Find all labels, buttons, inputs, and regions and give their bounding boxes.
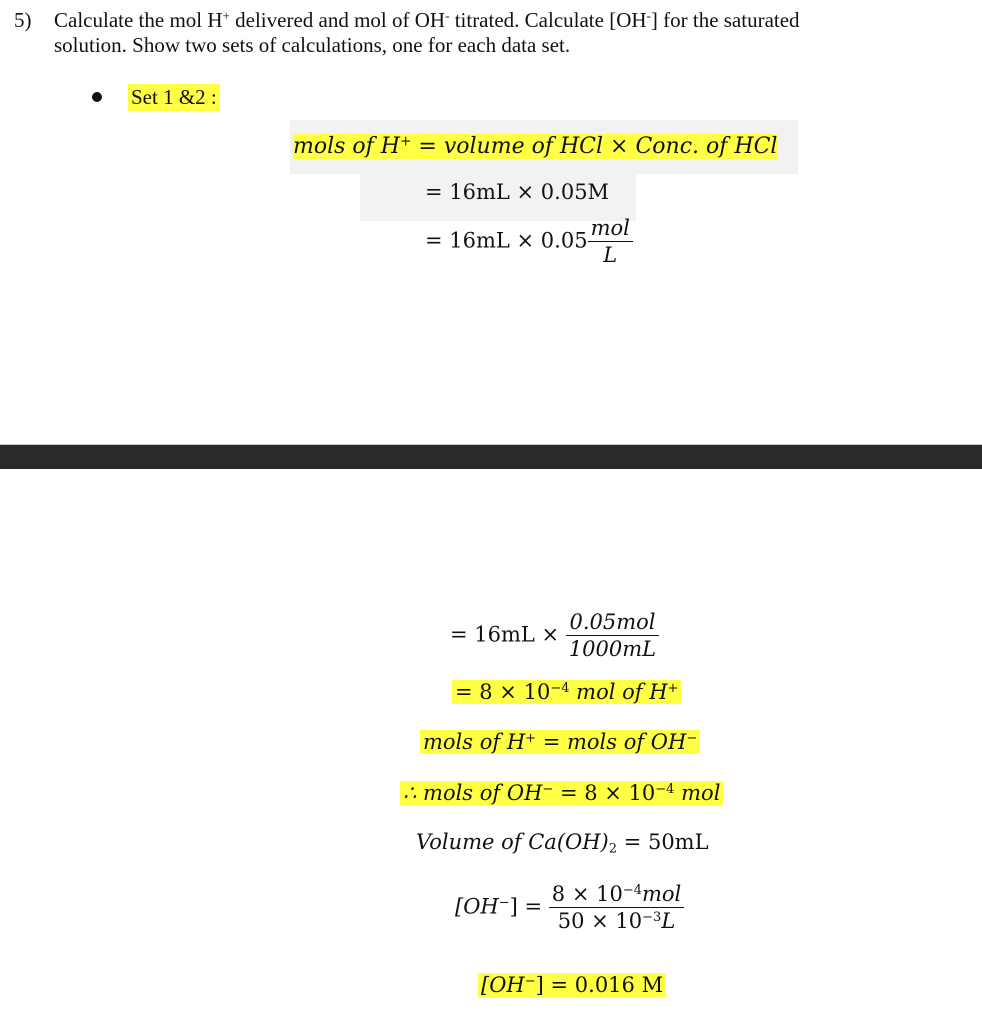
equation-volume xyxy=(416,830,709,857)
bullet-icon xyxy=(92,92,102,102)
set-label: Set 1 &2 : xyxy=(128,84,220,111)
equation-concentration xyxy=(455,884,684,932)
eq6-b-sup: − xyxy=(686,730,698,746)
eq4-fraction xyxy=(566,612,659,660)
eq9-denominator xyxy=(549,907,685,932)
eq5-b: mol of H xyxy=(569,680,668,704)
eq7-b: = 8 × 10 xyxy=(553,781,656,805)
eq1-rhs: = volume of HCl × Conc. of HCl xyxy=(411,134,778,159)
eq4-left: = 16mL × xyxy=(450,622,566,647)
eq8-b: = 50mL xyxy=(617,830,709,854)
equation-final-answer xyxy=(478,973,666,997)
eq5-a-sup: −4 xyxy=(550,680,570,696)
eq5-b-sup: + xyxy=(667,680,679,696)
eq7-a: ∴ mols of OH xyxy=(403,781,543,805)
eq9-num-a: 8 × 10 xyxy=(551,882,623,906)
q-l1-a: Calculate the mol H xyxy=(54,8,223,32)
eq7-b-sup: −4 xyxy=(655,781,675,797)
eq6-a: mols of H xyxy=(423,730,526,754)
q-l1-c: titrated. Calculate [OH xyxy=(449,8,647,32)
eq3-denominator: L xyxy=(588,241,633,266)
eq3-left: = 16mL × 0.05 xyxy=(425,228,588,253)
question-line-2: solution. Show two sets of calculations, one for each data set. xyxy=(54,33,571,57)
eq8-a: Volume of Ca(OH) xyxy=(416,830,609,854)
eq7-c: mol xyxy=(674,781,721,805)
eq10-b: ] = 0.016 M xyxy=(535,973,664,997)
q-l1-a-sup: + xyxy=(222,7,230,23)
eq1-highlight xyxy=(293,134,777,159)
page-divider xyxy=(0,444,982,469)
equation-conversion xyxy=(450,612,659,660)
eq9-fraction xyxy=(549,884,685,932)
equation-substitution: = 16mL × 0.05M xyxy=(425,180,610,204)
q-l1-b: delivered and mol of OH xyxy=(229,8,446,32)
eq3-fraction xyxy=(588,218,633,266)
eq9-lhs-sup: − xyxy=(498,895,510,911)
eq9-num-b: mol xyxy=(642,882,682,906)
q-l1-c-sup: - xyxy=(646,7,651,23)
equation-mole-ratio xyxy=(420,730,700,754)
eq9-numerator xyxy=(549,884,685,907)
eq8-a-sub: 2 xyxy=(608,841,618,857)
q-l1-b-sup: - xyxy=(445,7,450,23)
eq6-b: = mols of OH xyxy=(536,730,687,754)
eq1-lhs: mols of H xyxy=(293,134,400,159)
question-line-1 xyxy=(54,8,800,32)
eq4-numerator: 0.05mol xyxy=(569,610,656,634)
eq10-a-sup: − xyxy=(524,973,536,989)
eq9-den-a: 50 × 10 xyxy=(557,909,643,933)
eq6-a-sup: + xyxy=(525,730,537,746)
equation-mols-h-plus xyxy=(290,120,798,174)
eq9-num-sup: −4 xyxy=(622,882,642,898)
equation-units xyxy=(425,218,633,266)
equation-mols-oh xyxy=(400,781,723,805)
eq1-lhs-sup: + xyxy=(400,133,412,150)
eq10-a: [OH xyxy=(481,973,525,997)
eq7-a-sup: − xyxy=(542,781,554,797)
eq9-den-sup: −3 xyxy=(642,909,662,925)
q-l1-d: ] for the saturated xyxy=(650,8,800,32)
eq4-denominator: 1000mL xyxy=(566,635,659,660)
equation-result-h-plus xyxy=(452,680,681,704)
eq9-den-b: L xyxy=(661,909,676,933)
eq9-lhs: [OH xyxy=(455,894,499,919)
eq5-a: = 8 × 10 xyxy=(455,680,551,704)
question-number: 5) xyxy=(14,8,32,32)
eq9-lhs-end: ] = xyxy=(509,894,549,919)
eq3-numerator: mol xyxy=(590,216,630,240)
